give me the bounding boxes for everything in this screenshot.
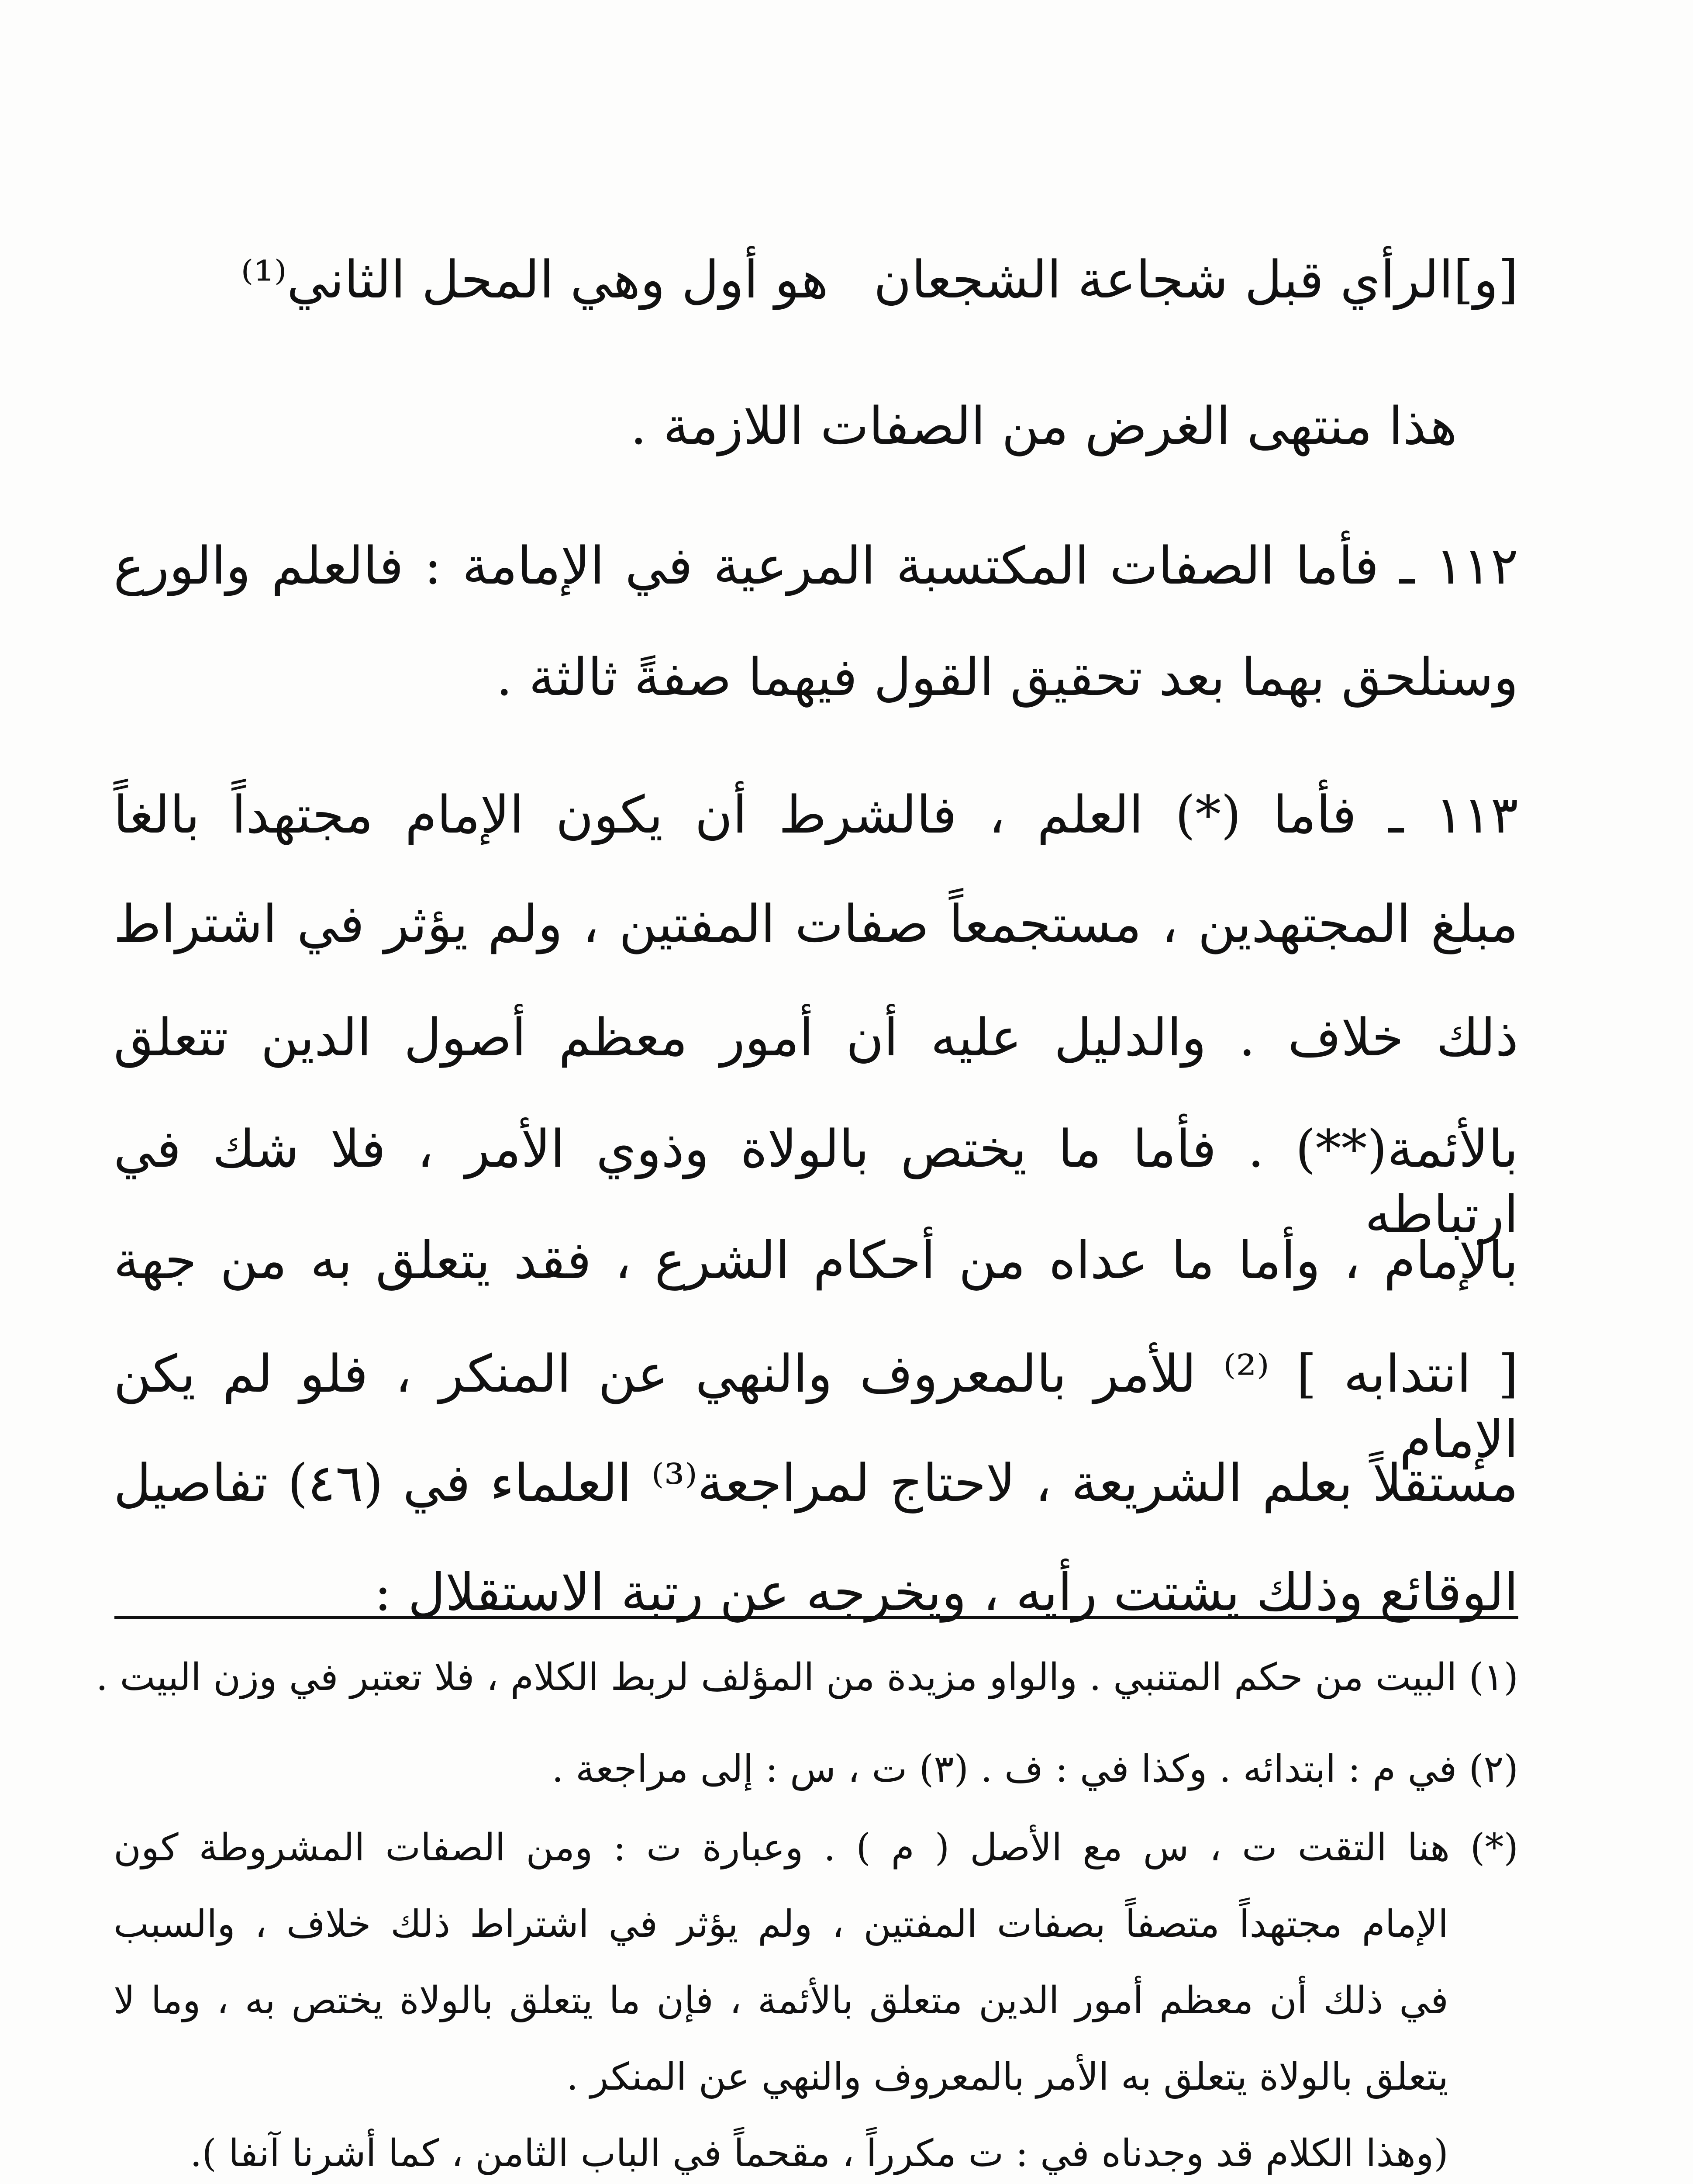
body-line-9: [ انتدابه ] ⁽²⁾ للأمر بالمعروف والنهي عن المنكر ، فلو لم يكن الإمام [114,1344,1518,1469]
footnote-2-3: (٢) في م : ابتدائه . وكذا في : ف . (٣) ت ، س : إلى مراجعة . [552,1747,1518,1791]
footnote-star-line-1: (*) هنا التقت ت ، س مع الأصل ( م ) . وعبارة ت : ومن الصفات المشروطة كون [114,1826,1518,1870]
body-line-5: مبلغ المجتهدين ، مستجمعاً صفات المفتين ، ولم يؤثر في اشتراط [114,894,1518,954]
footnote-star-line-4: يتعلق بالولاة يتعلق به الأمر بالمعروف والنهي عن المنكر . [566,2055,1448,2099]
poem-second-hemistich: هو أول وهي المحل الثاني⁽¹⁾ [241,249,828,310]
body-line-4: ١١٣ ـ فأما (*) العلم ، فالشرط أن يكون الإمام مجتهداً بالغاً [114,784,1518,845]
footnote-star-note: (وهذا الكلام قد وجدناه في : ت مكرراً ، مقحماً في الباب الثامن ، كما أشرنا آنفا ). [190,2132,1448,2175]
body-line-11: الوقائع وذلك يشتت رأيه ، ويخرجه عن رتبة الاستقلال : [374,1562,1518,1622]
body-line-7: بالأئمة(**) . فأما ما يختص بالولاة وذوي الأمر ، فلا شك في ارتباطه [114,1119,1518,1244]
body-line-6: ذلك خلاف . والدليل عليه أن أمور معظم أصول الدين تتعلق [114,1007,1518,1068]
body-line-10: مستقلاً بعلم الشريعة ، لاحتاج لمراجعة⁽³⁾ العلماء في (٤٦) تفاصيل [114,1453,1519,1513]
footnote-separator [114,1616,1518,1619]
footnote-star-line-2: الإمام مجتهداً متصفاً بصفات المفتين ، ولم يؤثر في اشتراط ذلك خلاف ، والسبب [114,1902,1448,1946]
footnote-star-line-3: في ذلك أن معظم أمور الدين متعلق بالأئمة ، فإن ما يتعلق بالولاة يختص به ، وما لا [114,1979,1448,2022]
body-line-3: وسنلحق بهما بعد تحقيق القول فيهما صفةً ثالثة . [496,647,1518,707]
body-line-2: ١١٢ ـ فأما الصفات المكتسبة المرعية في الإمامة : فالعلم والورع [114,536,1518,596]
footnote-1: (١) البيت من حكم المتنبي . والواو مزيدة من المؤلف لربط الكلام ، فلا تعتبر في وزن البيت . [96,1655,1518,1699]
body-line-1: هذا منتهى الغرض من الصفات اللازمة . [630,396,1457,456]
poem-first-hemistich: [و]الرأي قبل شجاعة الشجعان [873,249,1518,310]
body-line-8: بالإمام ، وأما ما عداه من أحكام الشرع ، فقد يتعلق به من جهة [114,1230,1518,1290]
